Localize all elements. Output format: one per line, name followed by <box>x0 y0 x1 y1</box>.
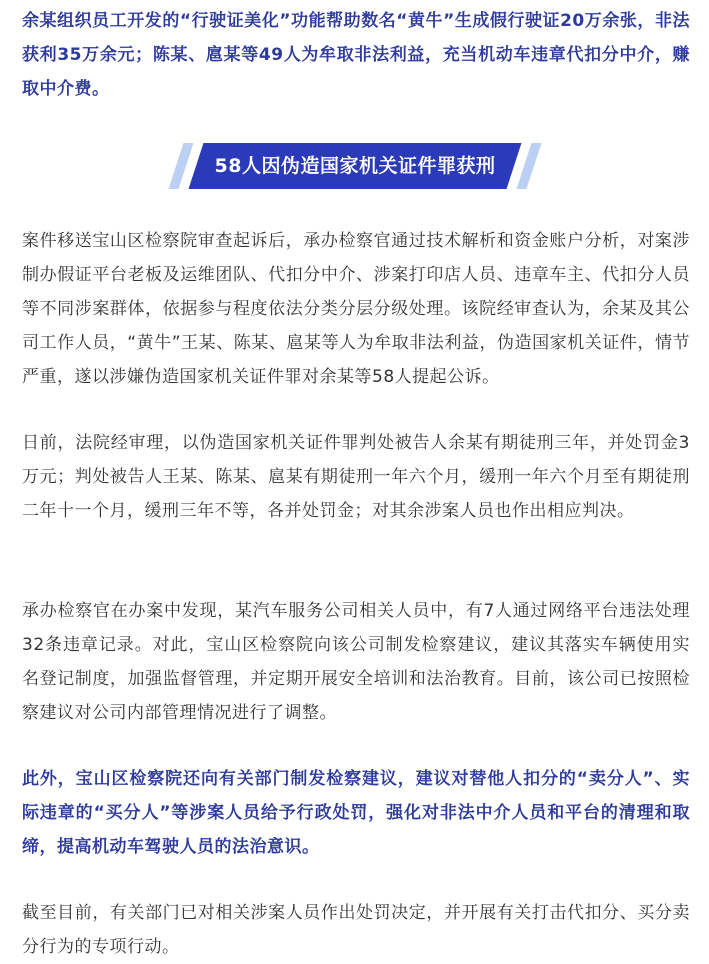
section-heading: 58人因伪造国家机关证件罪获刑 <box>214 155 496 177</box>
paragraph-verdict: 日前，法院经审理，以伪造国家机关证件罪判处被告人余某有期徒刑三年，并处罚金3万元；判处被告人王某、陈某、扈某有期徒刑一年六个月，缓刑一年六个月至有期徒刑二年十一个月，缓刑三年不等，各并处罚金；对其余涉案人员也作出相应判决。 <box>22 433 690 521</box>
paragraph-company-advice: 承办检察官在办案中发现，某汽车服务公司相关人员中，有7人通过网络平台违法处理32条违章记录。对此，宝山区检察院向该公司制发检察建议，建议其落实车辆使用实名登记制度，加强监督管理，并定期开展安全培训和法治教育。目前，该公司已按照检察建议对公司内部管理情况进行了调整。 <box>22 601 690 723</box>
intro-paragraph: 余某组织员工开发的“行驶证美化”功能帮助数名“黄牛”生成假行驶证20万余张，非法获利35万余元；陈某、扈某等49人为牟取非法利益，充当机动车违章代扣分中介，赚取中介费。 <box>22 11 690 99</box>
paragraph-department-advice: 此外，宝山区检察院还向有关部门制发检察建议，建议对替他人扣分的“卖分人”、实际违章的“买分人”等涉案人员给予行政处罚，强化对非法中介人员和平台的清理和取缔，提高机动车驾驶人员的法治意识。 <box>22 769 690 857</box>
section-heading-banner <box>174 143 536 189</box>
paragraph-prosecution: 案件移送宝山区检察院审查起诉后，承办检察官通过技术解析和资金账户分析，对案涉制办假证平台老板及运维团队、代扣分中介、涉案打印店人员、违章车主、代扣分人员等不同涉案群体，依据参与程度依法分类分层分级处理。该院经审查认为，余某及其公司工作人员，“黄牛”王某、陈某、扈某等人为牟取非法利益，伪造国家机关证件，情节严重，遂以涉嫌伪造国家机关证件罪对余某等58人提起公诉。 <box>22 231 690 387</box>
paragraph-current-status: 截至目前，有关部门已对相关涉案人员作出处罚决定，并开展有关打击代扣分、买分卖分行为的专项行动。 <box>22 903 690 957</box>
